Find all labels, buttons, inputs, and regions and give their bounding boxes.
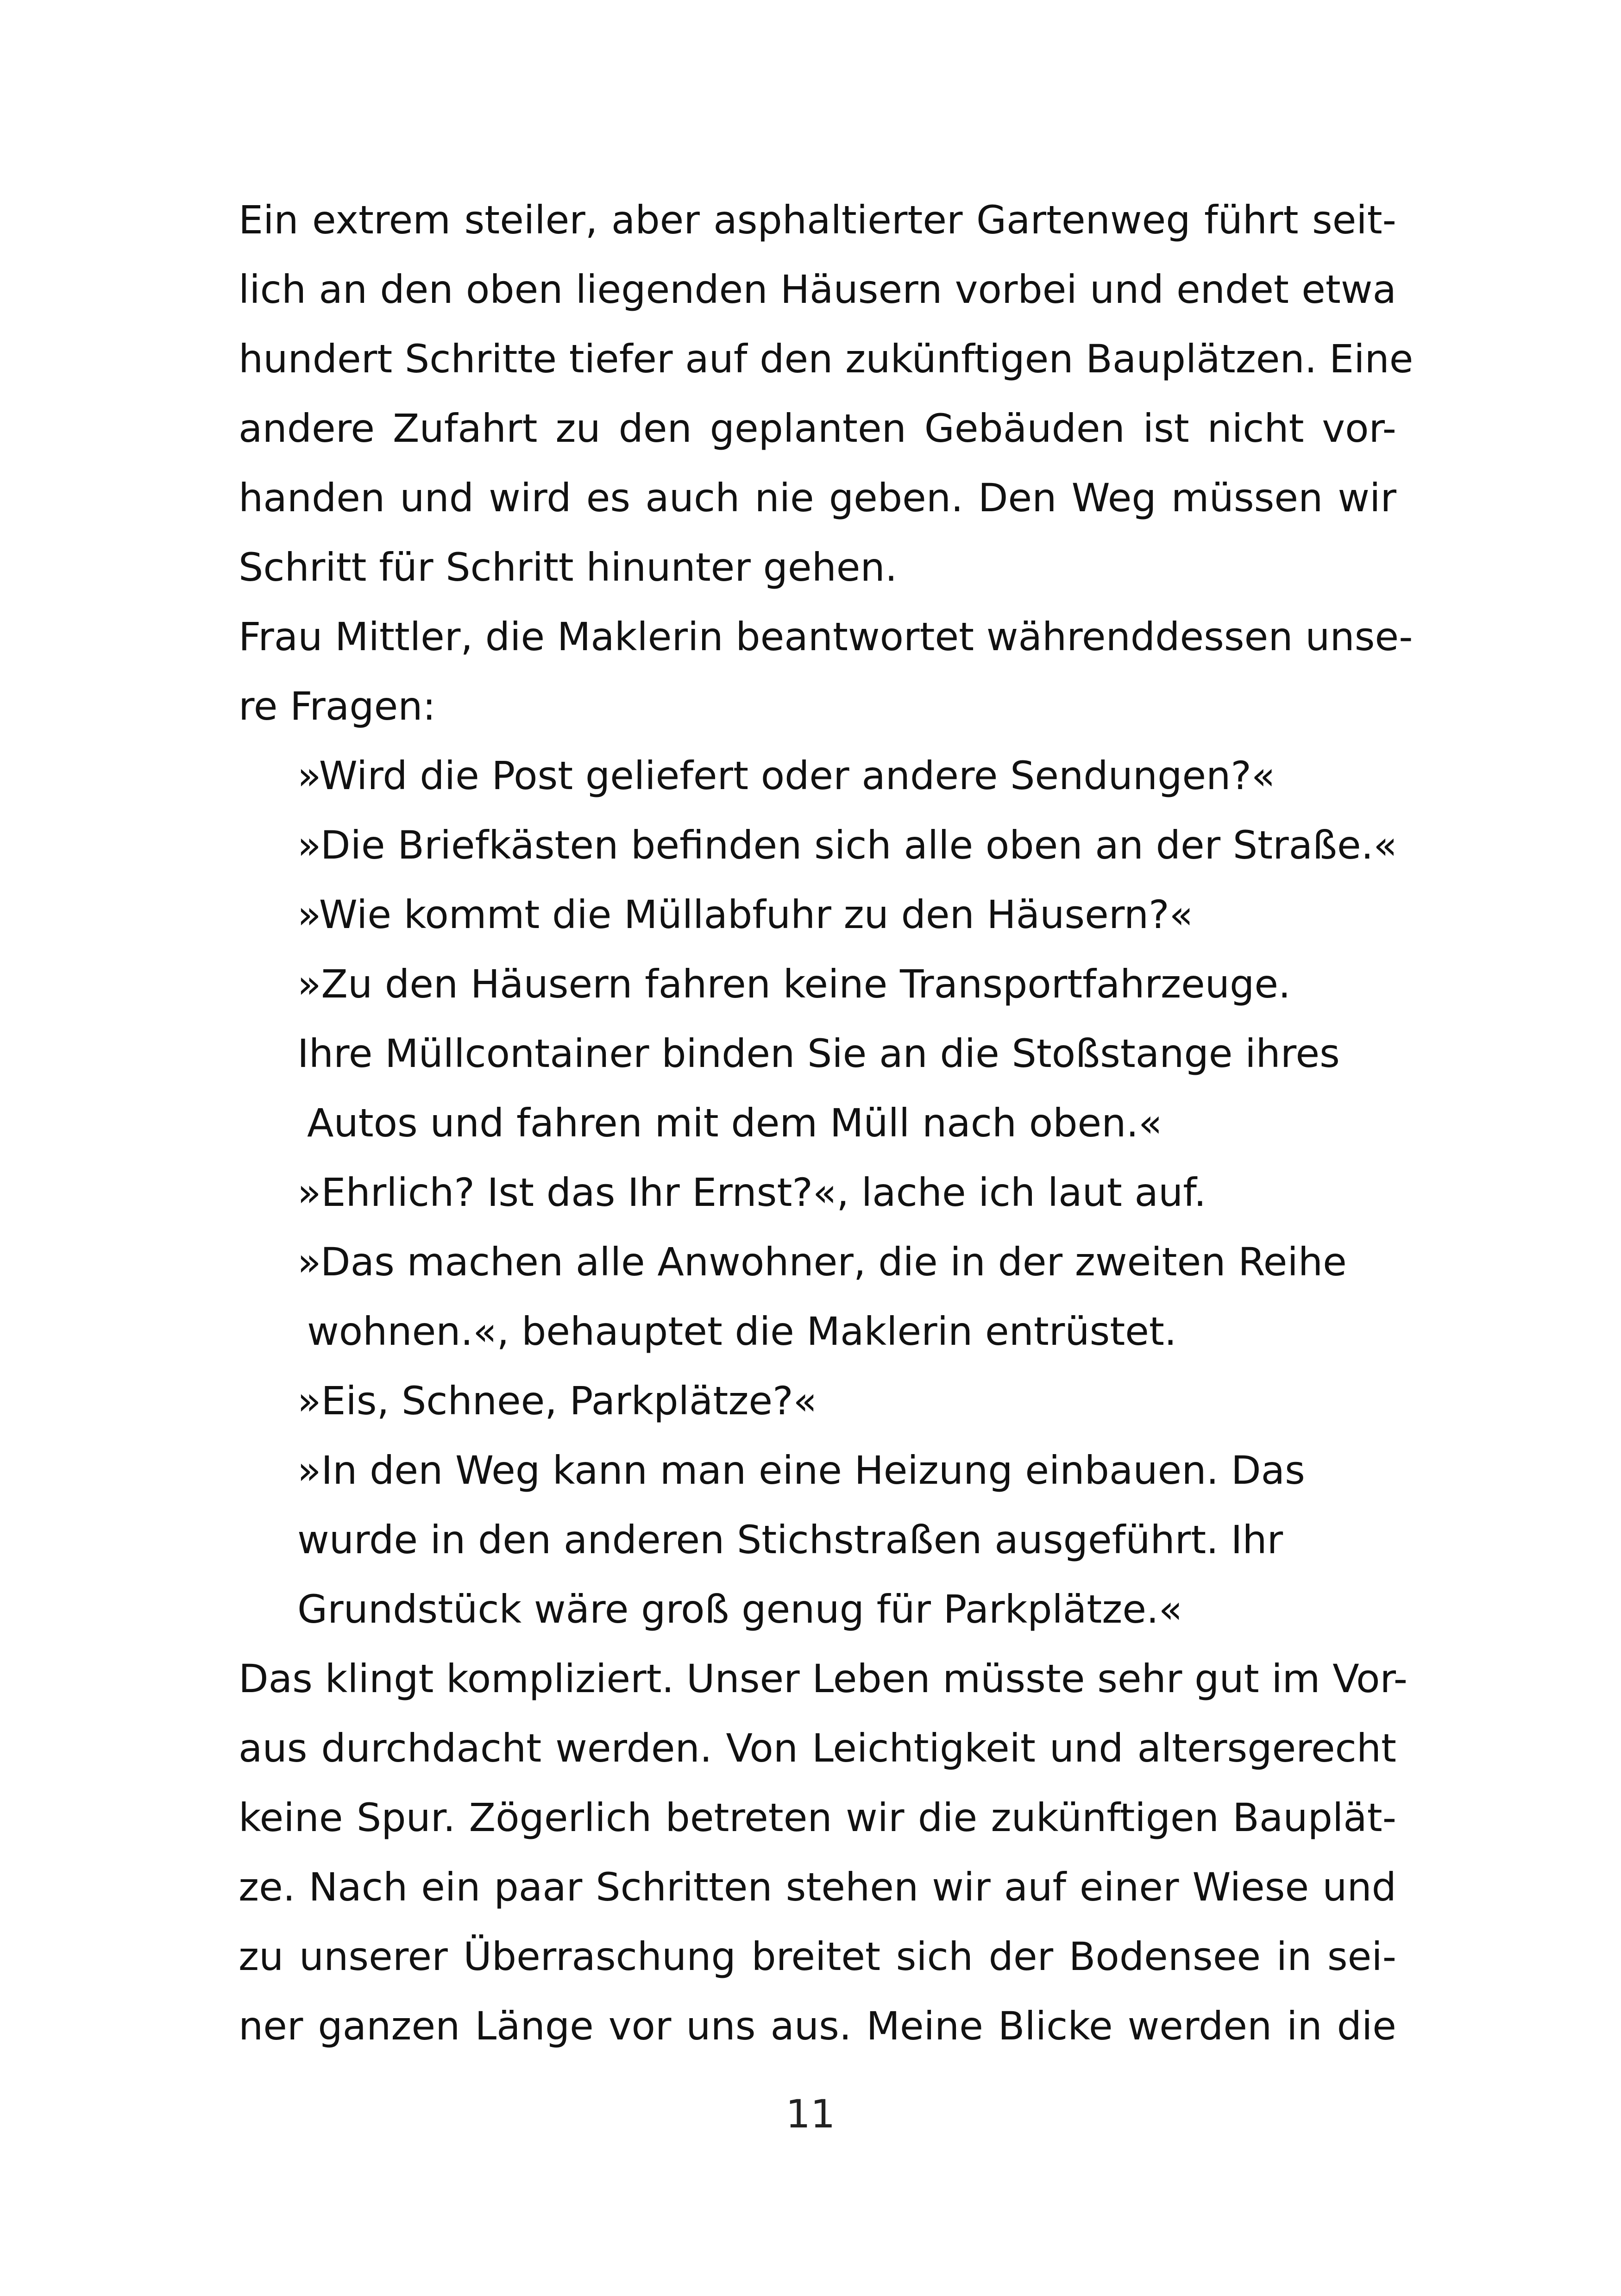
text-line: hundert Schritte tiefer auf den zukünftigen Bauplätzen. Eine: [239, 336, 1414, 382]
dialogue-line: Autos und fahren mit dem Müll nach oben.«: [307, 1100, 1162, 1146]
dialogue-line: »Wie kommt die Müllabfuhr zu den Häusern?«: [297, 892, 1194, 937]
dialogue-line: wurde in den anderen Stichstraßen ausgeführt. Ihr: [297, 1517, 1283, 1562]
dialogue-line: »Eis, Schnee, Parkplätze?«: [297, 1378, 817, 1424]
text-line: Das klingt kompliziert. Unser Leben müsste sehr gut im Vor-: [239, 1656, 1408, 1701]
dialogue-line: »In den Weg kann man eine Heizung einbauen. Das: [297, 1448, 1305, 1493]
text-line: ze. Nach ein paar Schritten stehen wir auf einer Wiese und: [239, 1864, 1396, 1910]
text-line: Schritt für Schritt hinunter gehen.: [239, 545, 898, 590]
dialogue-line: »Ehrlich? Ist das Ihr Ernst?«, lache ich laut auf.: [297, 1170, 1206, 1215]
page-number: 11: [785, 2091, 836, 2137]
text-line: zu unserer Überraschung breitet sich der Bodensee in sei-: [239, 1934, 1396, 1979]
body-text: [239, 185, 1414, 2061]
text-line: Frau Mittler, die Maklerin beantwortet währenddessen unse-: [239, 614, 1413, 659]
dialogue-line: »Wird die Post geliefert oder andere Sendungen?«: [297, 753, 1275, 798]
text-line: Ein extrem steiler, aber asphaltierter Gartenweg führt seit-: [239, 197, 1396, 243]
dialogue-line: »Zu den Häusern fahren keine Transportfahrzeuge.: [297, 961, 1291, 1007]
text-line: keine Spur. Zögerlich betreten wir die zukünftigen Bauplät-: [239, 1795, 1396, 1840]
dialogue-line: Ihre Müllcontainer binden Sie an die Stoßstange ihres: [297, 1031, 1340, 1076]
dialogue-line: Grundstück wäre groß genug für Parkplätze.«: [297, 1587, 1183, 1632]
dialogue-line: »Die Briefkästen befinden sich alle oben an der Straße.«: [297, 822, 1397, 868]
text-line: ner ganzen Länge vor uns aus. Meine Blicke werden in die: [239, 2003, 1396, 2049]
dialogue-line: »Das machen alle Anwohner, die in der zweiten Reihe: [297, 1239, 1347, 1285]
text-line: lich an den oben liegenden Häusern vorbei und endet etwa: [239, 267, 1396, 312]
text-line: aus durchdacht werden. Von Leichtigkeit und altersgerecht: [239, 1725, 1396, 1771]
dialogue-line: wohnen.«, behauptet die Maklerin entrüstet.: [307, 1309, 1177, 1354]
text-line: handen und wird es auch nie geben. Den Weg müssen wir: [239, 475, 1396, 521]
text-line: andere Zufahrt zu den geplanten Gebäuden ist nicht vor-: [239, 406, 1396, 451]
text-line: re Fragen:: [239, 684, 436, 729]
